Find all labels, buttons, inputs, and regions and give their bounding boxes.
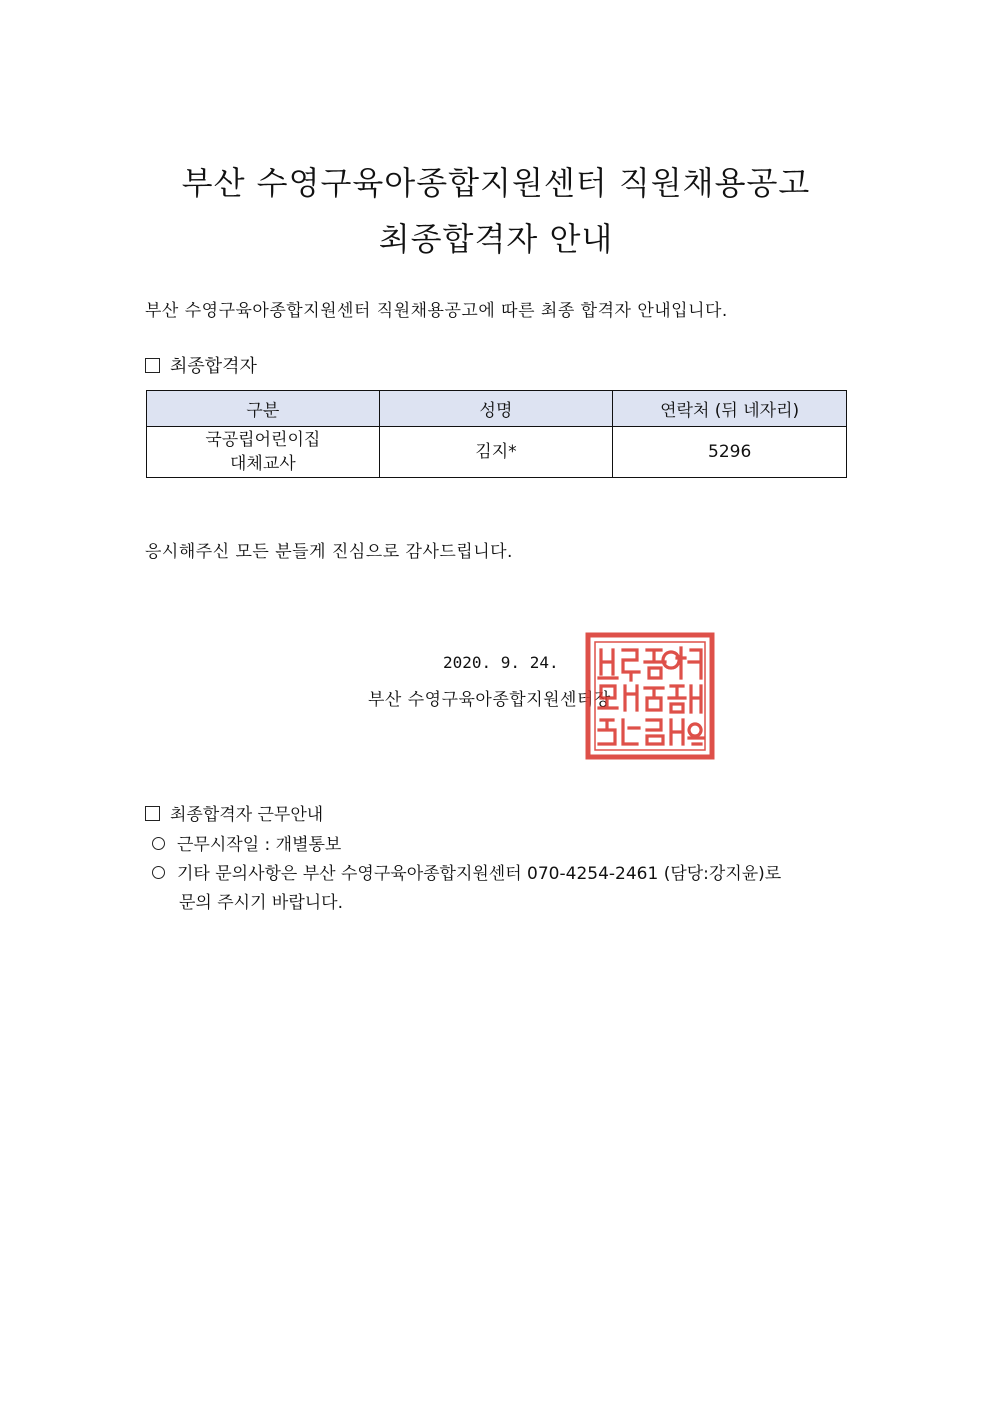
- document-title-line2: 최종합격자 안내: [378, 220, 614, 258]
- intro-text: 부산 수영구육아종합지원센터 직원채용공고에 따른 최종 합격자 안내입니다.: [145, 301, 728, 321]
- document-date: 2020. 9. 24.: [443, 653, 559, 672]
- circle-bullet-icon: [152, 866, 165, 879]
- list-item-text: 근무시작일 : 개별통보: [177, 835, 342, 855]
- list-item-continuation: 문의 주시기 바랍니다.: [179, 893, 344, 913]
- signature-text: 부산 수영구육아종합지원센터장: [368, 690, 611, 710]
- circle-bullet-icon: [152, 837, 165, 850]
- official-seal-icon: [585, 632, 715, 760]
- square-bullet-icon: [145, 806, 160, 821]
- table-row: [147, 427, 847, 478]
- thanks-text: 응시해주신 모든 분들게 진심으로 감사드립니다.: [145, 542, 513, 562]
- section-work-info: [145, 800, 323, 825]
- column-header-contact: 연락처 (뒤 네자리): [613, 391, 847, 427]
- table-header-row: [147, 391, 847, 427]
- cell-category: [147, 427, 380, 478]
- document-title-line1: 부산 수영구육아종합지원센터 직원채용공고: [181, 164, 811, 202]
- category-line1: 국공립어린이집: [205, 430, 321, 450]
- cell-contact: 5296: [613, 427, 847, 478]
- column-header-category: 구분: [147, 391, 380, 427]
- square-bullet-icon: [145, 358, 160, 373]
- list-item-text: 기타 문의사항은 부산 수영구육아종합지원센터 070-4254-2461 (담당:강지윤)로: [177, 864, 782, 884]
- category-line2: 대체교사: [229, 454, 296, 474]
- column-header-name: 성명: [379, 391, 613, 427]
- list-item: [152, 859, 781, 884]
- results-table: [146, 390, 847, 478]
- section-heading: 최종합격자: [170, 356, 257, 377]
- section-final-applicants: [145, 352, 257, 378]
- cell-name: 김지*: [379, 427, 613, 478]
- list-item: [152, 830, 341, 855]
- section-heading: 최종합격자 근무안내: [170, 805, 324, 825]
